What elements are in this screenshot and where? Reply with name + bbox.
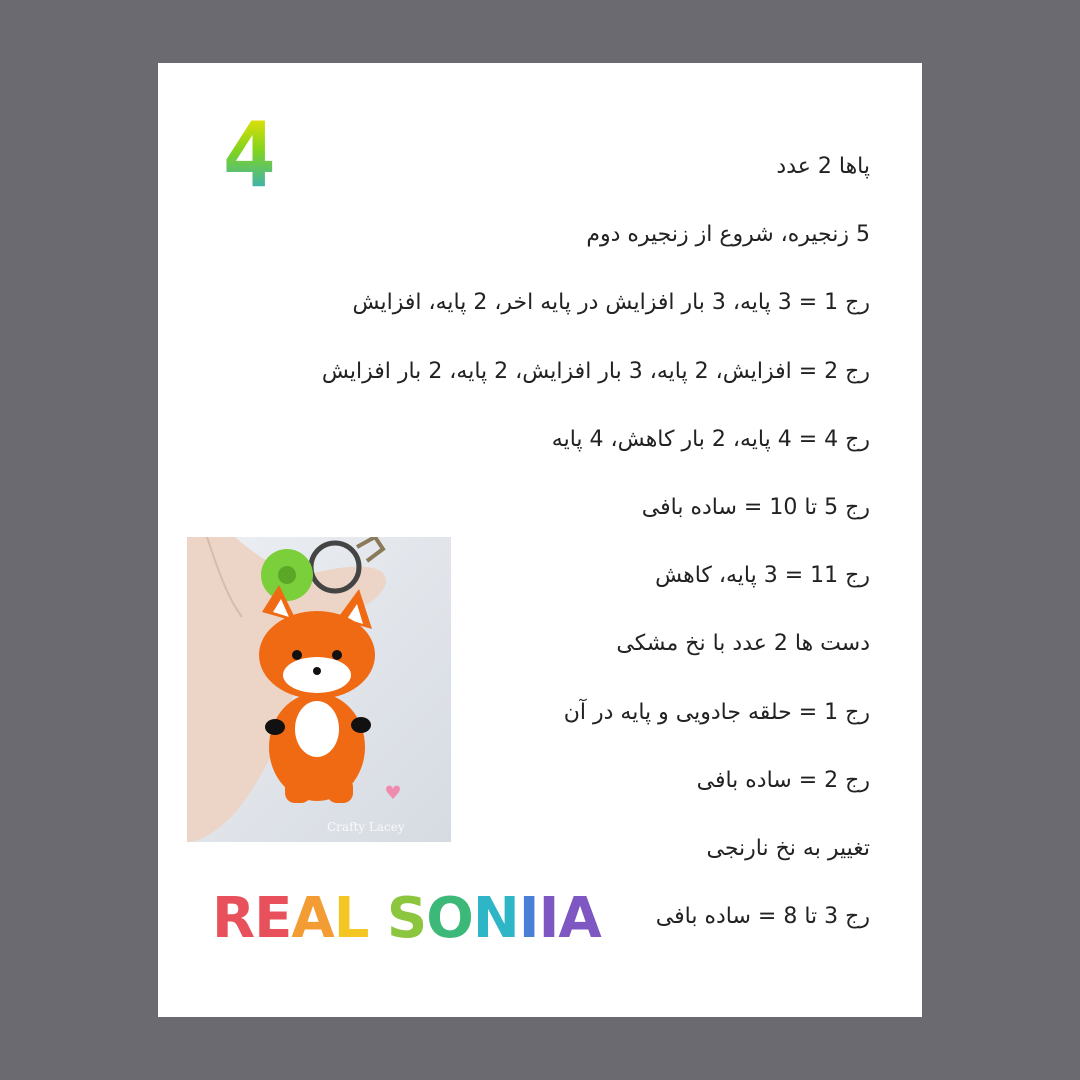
pattern-card	[158, 63, 922, 1017]
instruction-line: پاها 2 عدد	[776, 154, 870, 179]
brand-segment: O	[426, 886, 473, 951]
instruction-line: رج 11 = 3 پایه، کاهش	[655, 563, 870, 589]
fox-keychain-photo	[187, 537, 451, 842]
brand-segment: I	[518, 886, 539, 951]
instruction-line: رج 3 تا 8 = ساده بافی	[655, 904, 870, 930]
photo-watermark: Crafty Lacey	[327, 820, 405, 834]
page-number: 4	[222, 103, 277, 208]
instruction-line: رج 2 = ساده بافی	[696, 767, 870, 793]
instruction-line: رج 4 = 4 پایه، 2 بار کاهش، 4 پایه	[551, 426, 870, 452]
instruction-line: 5 زنجیره، شروع از زنجیره دوم	[586, 222, 870, 248]
brand-segment: IA	[538, 886, 601, 951]
brand-segment: RE	[212, 886, 292, 951]
instruction-line: رج 2 = افزایش، 2 پایه، 3 بار افزایش، 2 پایه، 2 بار افزایش	[321, 358, 870, 384]
instruction-line: دست ها 2 عدد با نخ مشکی	[616, 631, 870, 657]
instruction-line: تغییر به نخ نارنجی	[706, 835, 870, 861]
brand-segment: S	[368, 886, 427, 951]
instruction-line: رج 5 تا 10 = ساده بافی	[641, 494, 870, 520]
instruction-line: رج 1 = حلقه جادویی و پایه در آن	[563, 699, 870, 725]
brand-segment: L	[333, 886, 369, 951]
instruction-line: رج 1 = 3 پایه، 3 بار افزایش در پایه اخر، 2 پایه، افزایش	[352, 290, 870, 316]
brand-segment: A	[291, 886, 334, 951]
brand-segment: N	[472, 886, 519, 951]
brand-logo	[212, 886, 601, 951]
